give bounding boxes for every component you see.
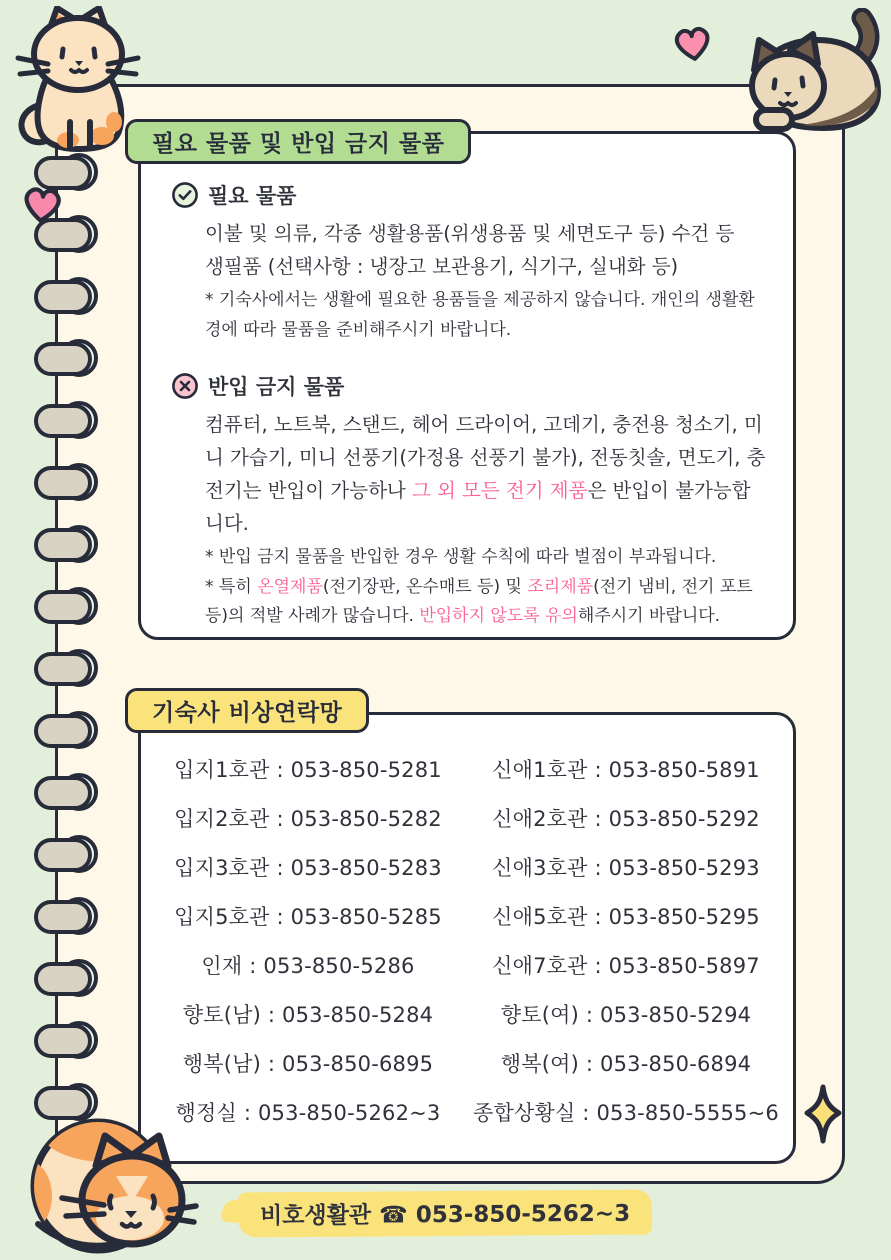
ring-coil [34,962,92,996]
binder-ring [0,900,110,944]
binder-ring [0,714,110,758]
needed-items-line1: 이불 및 의류, 각종 생활용품(위생용품 및 세면도구 등) 수건 등 [205,222,735,245]
contact-entry: 향토(여) : 053-850-5294 [500,1003,752,1027]
heart-icon [18,184,66,228]
contact-entry: 입지3호관 : 053-850-5283 [174,856,442,880]
contact-entry: 신애3호관 : 053-850-5293 [492,856,760,880]
text-segment: 해주시기 바랍니다. [577,606,721,626]
ring-coil [34,280,92,314]
cat-siamese-illustration [730,8,890,150]
contact-entry: 인재 : 053-850-5286 [201,954,415,978]
ring-coil [34,156,92,190]
heart-icon [670,23,717,66]
ring-coil [34,900,92,934]
contact-entry: 입지1호관 : 053-850-5281 [174,758,442,782]
contact-entry: 행정실 : 053-850-5262~3 [175,1101,441,1125]
contacts-section-title: 기숙사 비상연락망 [152,700,343,726]
needed-items-heading [171,180,769,210]
ring-coil [34,404,92,438]
contact-grid [149,755,785,1129]
text-segment: 은 반입이 불가능합니다. [205,479,751,535]
binder-ring [0,404,110,448]
check-circle-icon [171,181,199,209]
binder-ring [0,962,110,1006]
contact-entry: 신애1호관 : 053-850-5891 [492,758,760,782]
contacts-card [138,712,796,1164]
needed-items-note: * 기숙사에서는 생활에 필요한 용품들을 제공하지 않습니다. 개인의 생활환경에 따라 물품을 준비해주시기 바랍니다. [205,290,755,340]
footer-highlight: 비호생활관 ☎ 053-850-5262~3 [238,1190,652,1238]
ring-coil [34,342,92,376]
text-segment: * 특히 [205,576,258,597]
items-card [138,131,796,640]
text-segment: (전기장판, 온수매트 등) 및 [322,576,528,597]
sparkle-icon [804,1084,842,1144]
prohibited-items-heading-label: 반입 금지 물품 [208,375,345,399]
accent-text: 조리제품 [527,576,594,597]
items-section-title-badge [125,119,471,164]
contact-entry: 신애2호관 : 053-850-5292 [492,807,760,831]
accent-text: 그 외 모든 전기 제품 [411,479,588,502]
binder-ring [0,466,110,510]
contact-entry: 향토(남) : 053-850-5284 [182,1003,434,1027]
prohibited-items-body [205,408,769,540]
cat-sitting-illustration [12,6,142,156]
contact-entry: 행복(남) : 053-850-6895 [182,1052,434,1076]
ring-coil [34,528,92,562]
ring-coil [34,714,92,748]
contact-entry: 종합상황실 : 053-850-5555~6 [473,1101,779,1125]
contact-entry: 입지5호관 : 053-850-5285 [174,905,442,929]
contact-entry: 행복(여) : 053-850-6894 [500,1052,752,1076]
ring-coil [34,652,92,686]
ring-coil [34,838,92,872]
binder-ring [0,652,110,696]
x-circle-icon [171,372,199,400]
contact-entry: 신애7호관 : 053-850-5897 [492,954,760,978]
text-segment: (전기 냄비, 전기 포트 등)의 적발 사례가 많습니다. [205,576,753,626]
prohibited-items-note2 [205,573,769,632]
text-segment: 컴퓨터, 노트북, 스탠드, 헤어 드라이어, 고데기, 충전용 청소기, 미니 가습기, 미니 선풍기(가정용 선풍기 불가), 전동칫솔, 면도기, 충전기는 반입이 가능하나 [205,413,766,502]
binder-ring [0,838,110,882]
binder-ring [0,280,110,324]
accent-text: 온열제품 [257,576,323,597]
prohibited-items-note1: * 반입 금지 물품을 반입한 경우 생활 수칙에 따라 벌점이 부과됩니다. [205,547,717,567]
items-section-title: 필요 물품 및 반입 금지 물품 [152,131,445,157]
needed-items-line2: 생필품 (선택사항 : 냉장고 보관용기, 식기구, 실내화 등) [205,255,679,278]
contact-entry: 신애5호관 : 053-850-5295 [492,905,760,929]
binder-ring [0,776,110,820]
prohibited-items-heading [171,371,769,401]
ring-coil [34,776,92,810]
contacts-section-title-badge [125,688,369,733]
binder-ring [0,528,110,572]
accent-text: 반입하지 않도록 유의 [419,606,578,626]
contact-entry: 입지2호관 : 053-850-5282 [174,807,442,831]
binder-ring [0,342,110,386]
needed-items-heading-label: 필요 물품 [208,184,297,208]
section-spacer [171,345,769,371]
ring-coil [34,590,92,624]
ring-coil [34,1024,92,1058]
binder-ring [0,1024,110,1068]
binder-ring [0,590,110,634]
ring-coil [34,466,92,500]
cat-curled-illustration [10,1112,202,1260]
